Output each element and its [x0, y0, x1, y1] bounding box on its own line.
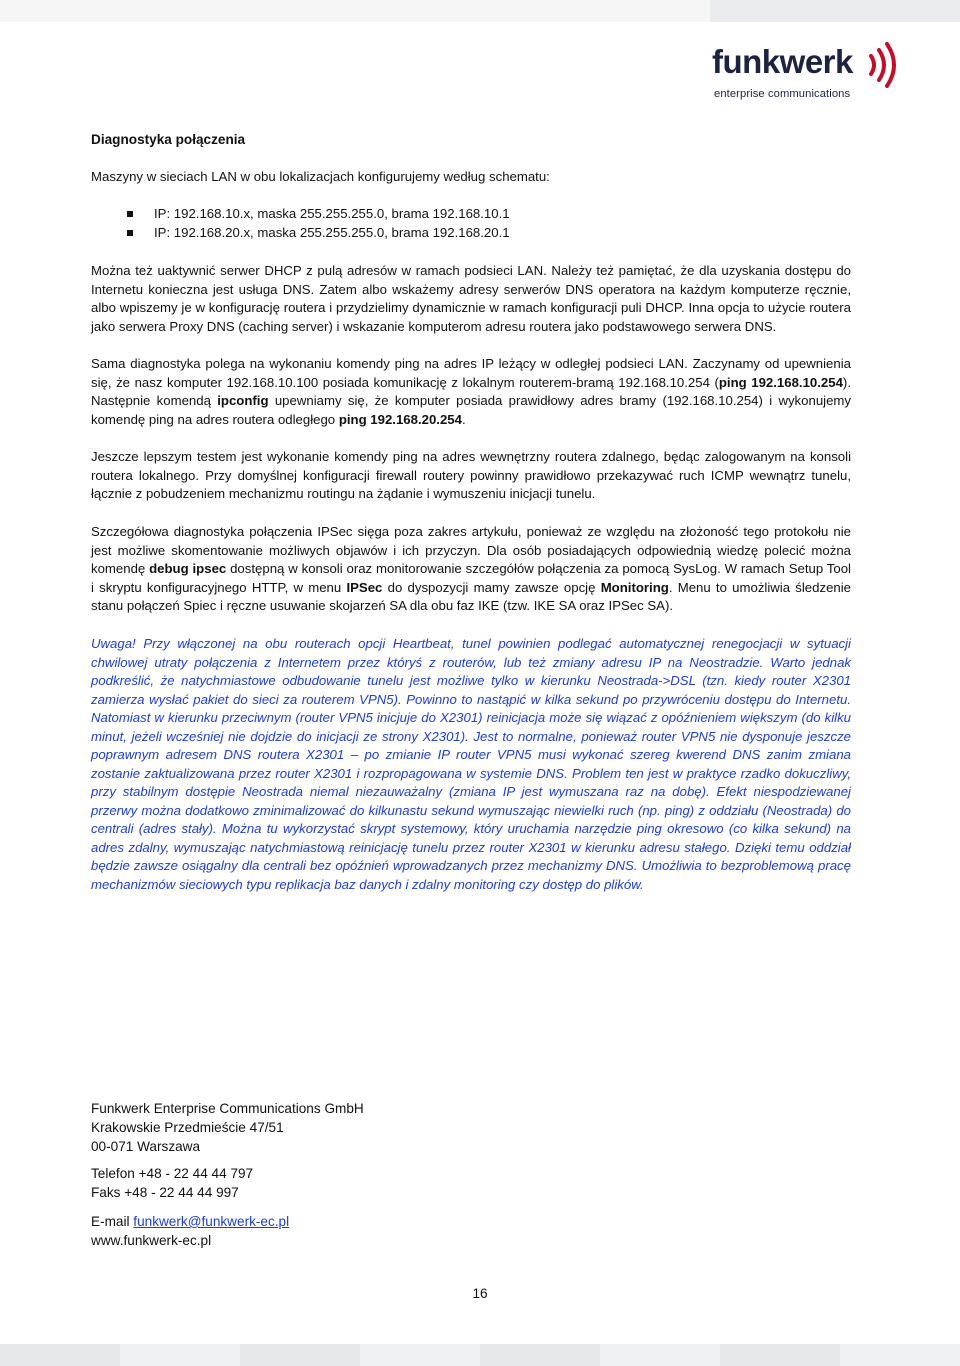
company-contact [91, 1164, 253, 1202]
network-schema-list [91, 205, 510, 242]
list-item [91, 224, 510, 243]
logo-wordmark: funkwerk [712, 43, 853, 80]
warning-paragraph: Uwaga! Przy włączonej na obu routerach opcji Heartbeat, tunel powinien podlegać automatycznej renegocjacji w sytuacji chwilowej utraty połączenia z Internetem przez któryś z routerów, lub też zmiany adresu IP na Neostradzie. Warto jednak podkreślić, że natychmiastowe odbudowanie tunelu jest możliwe tylko w kierunku Neostrada->DSL (tzn. kiedy router X2301 zamierza wysłać pakiet do sieci za routerem VPN5). Powinno to nastąpić w kilka sekund po przywróceniu dostępu do Internetu. Natomiast w kierunku przeciwnym (router VPN5 inicjuje do X2301) reinicjacja może się wiązać z opóźnieniem większym (do kilku minut, jeżeli wcześniej nie dojdzie do inicjacji ze strony X2301). Jest to normalne, ponieważ router VPN5 nie dysponuje jeszcze poprawnym adresem DNS routera X2301 – po zmianie IP router VPN5 musi wykonać szereg kwerend DNS zanim zmiana zostanie zaktualizowana przez router X2301 i rozpropagowana w systemie DNS. Problem ten jest w praktyce rzadko dokuczliwy, przy stabilnym dostępie Neostrada niemal niezauważalny (zmiana IP jest wymuszana raz na dobę). Efekt niespodziewanej przerwy można dodatkowo zminimalizować do kilkunastu sekund wymuszając niewielki ruch (np. ping) z oddziału (Neostrada) do centrali (adres stały). Można tu wykorzystać skrypt systemowy, który uruchamia narzędzie ping okresowo (co kilka sekund) na adres zdalny, wymuszając natychmiastową reinicjację tunelu przez router X2301 w kierunku adresu stałego. Dzięki temu oddział będzie zawsze osiągalny dla centrali bez opóźnień wprowadzanych przez mechanizmy DNS. Umożliwia to bezproblemową pracę mechanizmów sieciowych typu replikacja baz danych i zdalny monitoring czy dostęp do plików. [91, 636, 851, 892]
phone-number: Telefon +48 - 22 44 44 797 [91, 1166, 254, 1181]
ping-gateway-command: ping 192.168.10.254 [718, 374, 843, 390]
email-link[interactable]: funkwerk@funkwerk-ec.pl [133, 1214, 290, 1229]
signal-waves-icon [868, 42, 900, 88]
ping-paragraph: Sama diagnostyka polega na wykonaniu komendy ping na adres IP leżący w odległej podsieci LAN. Zaczynamy od upewnienia się, że nasz komputer 192.168.10.100 posiada komunikację z lokalnym routerem-bramą 192.168.10.254 (ping 192.168.10.254). Następnie komendą ipconfig upewniamy się, że komputer posiada prawidłowy adres bramy (192.168.10.254) i wykonujemy komendę ping na adres routera odległego ping 192.168.20.254. [91, 356, 851, 427]
website: www.funkwerk-ec.pl [91, 1233, 212, 1248]
top-decor-bar [0, 0, 960, 22]
company-address [91, 1099, 364, 1156]
bullet-text: IP: 192.168.10.x, maska 255.255.255.0, brama 192.168.10.1 [154, 206, 510, 221]
fax-number: Faks +48 - 22 44 44 997 [91, 1185, 239, 1200]
ipconfig-command: ipconfig [217, 393, 269, 408]
list-item [91, 205, 510, 224]
section-heading: Diagnostyka połączenia [91, 132, 246, 147]
bullet-square-icon [127, 230, 133, 236]
dhcp-dns-paragraph: Można też uaktywnić serwer DHCP z pulą adresów w ramach podsieci LAN. Należy też pamiętać, że dla uzyskania dostępu do Internetu konieczna jest usługa DNS. Zatem albo wskażemy adresy serwerów DNS operatora na każdym komputerze ręcznie, albo wpiszemy je w konfigurację routera i przydzielimy dynamicznie w ramach konfiguracji puli DHCP. Inna opcja to użycie routera jako serwera Proxy DNS (caching server) i wskazanie komputerom adresu routera jako podstawowego serwera DNS. [91, 263, 851, 334]
remote-test-paragraph: Jeszcze lepszym testem jest wykonanie komendy ping na adres wewnętrzny routera zdalnego, będąc zalogowanym na konsoli routera lokalnego. Przy domyślnej konfiguracji firewall routery powinny prawidłowo przekazywać ruch ICMP wewnątrz tunelu, łącznie z pobudzeniem mechanizmu routingu na żądanie i wymuszeniu inicjacji tunelu. [91, 449, 851, 501]
email-line: E-mail funkwerk@funkwerk-ec.pl [91, 1214, 290, 1229]
bullet-square-icon [127, 211, 133, 217]
monitoring-option-name: Monitoring [600, 579, 669, 595]
address-city: 00-071 Warszawa [91, 1139, 201, 1154]
ipsec-menu-name: IPSec [346, 579, 383, 595]
company-name: Funkwerk Enterprise Communications GmbH [91, 1101, 364, 1116]
intro-paragraph: Maszyny w sieciach LAN w obu lokalizacjach konfigurujemy według schematu: [91, 169, 550, 184]
bottom-decor-bar [0, 1344, 960, 1366]
page-number: 16 [472, 1286, 488, 1301]
ipsec-paragraph: Szczegółowa diagnostyka połączenia IPSec sięga poza zakres artykułu, ponieważ ze względu na złożoność tego protokołu nie jest możliwe skomentowanie możliwych objawów i ich przyczyn. Dla osób posiadających odpowiednią wiedzę polecić można komendę debug ipsec dostępną w konsoli oraz monitorowanie szczegółów połączenia za pomocą SysLog. W ramach Setup Tool i skryptu konfiguracyjnego HTTP, w menu IPSec do dyspozycji mamy zawsze opcję Monitoring. Menu to umożliwia śledzenie stanu połączeń Spiec i ręczne usuwanie skojarzeń SA dla obu faz IKE (tzw. IKE SA oraz IPSec SA). [91, 524, 852, 613]
logo-tagline: enterprise communications [714, 88, 851, 100]
address-street: Krakowskie Przedmieście 47/51 [91, 1120, 284, 1135]
company-online [91, 1212, 289, 1250]
ping-remote-command: ping 192.168.20.254 [338, 411, 462, 427]
bullet-text: IP: 192.168.20.x, maska 255.255.255.0, brama 192.168.20.1 [154, 224, 510, 240]
funkwerk-logo [712, 40, 908, 104]
debug-ipsec-command: debug ipsec [149, 561, 227, 576]
